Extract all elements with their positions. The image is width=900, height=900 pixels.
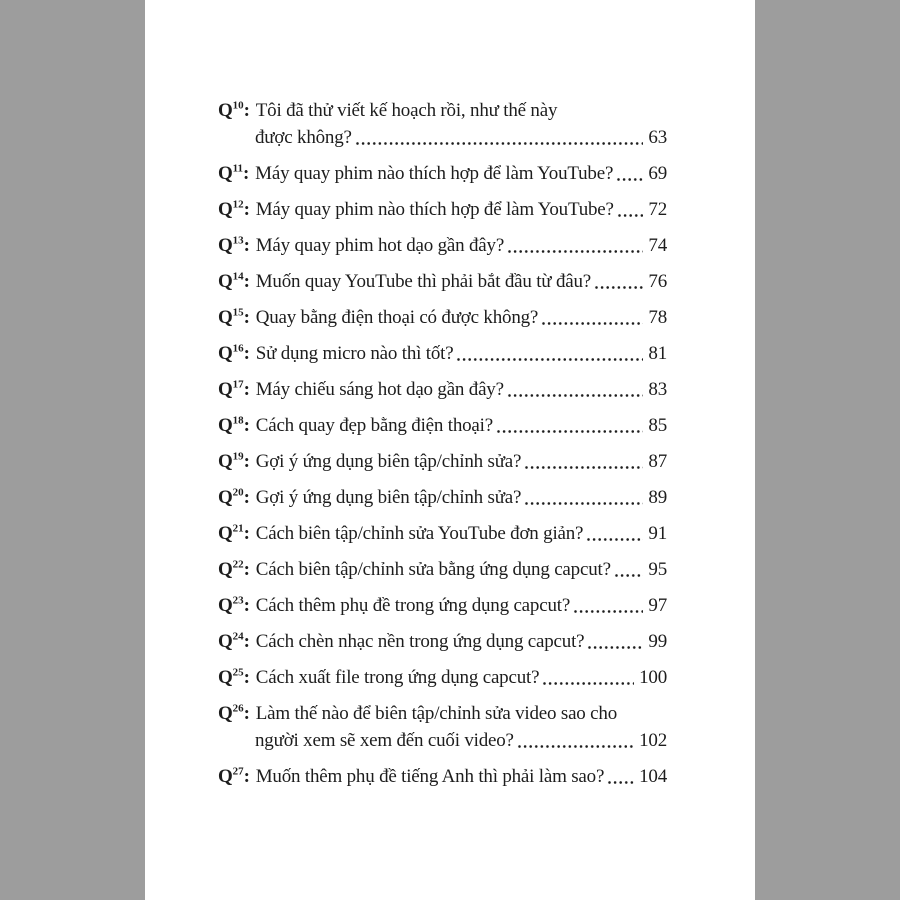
question-label-colon: :	[243, 766, 250, 787]
question-number-superscript: 14	[232, 270, 244, 283]
toc-row	[218, 628, 667, 655]
entry-text: Tôi đã thử viết kế hoạch rồi, như thế này	[255, 100, 558, 121]
question-label-colon: :	[243, 163, 250, 184]
toc-row	[218, 727, 667, 754]
page-number: 100	[639, 667, 667, 688]
question-label-colon: :	[243, 523, 250, 544]
question-number-superscript: 16	[232, 342, 244, 355]
page-number: 69	[648, 163, 667, 184]
entry-text: Quay bằng điện thoại có được không?	[255, 307, 539, 328]
question-label-colon: :	[243, 487, 250, 508]
question-letter: Q	[218, 523, 233, 544]
entry-text: Gợi ý ứng dụng biên tập/chỉnh sửa?	[255, 487, 522, 508]
toc-row	[218, 556, 667, 583]
dot-leader	[616, 160, 643, 187]
book-page	[145, 0, 755, 900]
entry-text: Sử dụng micro nào thì tốt?	[255, 343, 454, 364]
question-letter: Q	[218, 451, 233, 472]
toc-entry	[218, 520, 667, 547]
question-number-superscript: 22	[232, 558, 244, 571]
question-label	[218, 628, 250, 655]
question-number-superscript: 27	[232, 765, 244, 778]
page-number: 76	[648, 271, 667, 292]
question-label	[218, 304, 250, 331]
toc-row	[218, 412, 667, 439]
dot-leader	[594, 268, 643, 295]
dot-leader	[573, 592, 643, 619]
toc-entry	[218, 304, 667, 331]
dot-leader	[524, 448, 643, 475]
entry-text: Gợi ý ứng dụng biên tập/chỉnh sửa?	[255, 451, 522, 472]
toc-entry	[218, 628, 667, 655]
entry-text: Cách biên tập/chỉnh sửa bằng ứng dụng capcut?	[255, 559, 611, 580]
dot-leader	[524, 484, 643, 511]
toc-row	[218, 448, 667, 475]
toc-entry	[218, 556, 667, 583]
page-number: 91	[648, 523, 667, 544]
dot-leader	[456, 340, 643, 367]
entry-text: Cách thêm phụ đề trong ứng dụng capcut?	[255, 595, 571, 616]
toc-row	[218, 124, 667, 151]
question-label-colon: :	[243, 235, 250, 256]
dot-leader	[614, 556, 644, 583]
question-label	[218, 340, 250, 367]
entry-text: người xem sẽ xem đến cuối video?	[255, 730, 514, 751]
toc-entry	[218, 484, 667, 511]
question-number-superscript: 18	[232, 414, 244, 427]
question-letter: Q	[218, 631, 233, 652]
question-number-superscript: 26	[232, 702, 244, 715]
question-letter: Q	[218, 415, 233, 436]
toc-row	[218, 592, 667, 619]
toc-row	[218, 196, 667, 223]
question-letter: Q	[218, 766, 233, 787]
question-label	[218, 763, 250, 790]
entry-text: Máy quay phim nào thích hợp để làm YouTube?	[255, 199, 614, 220]
question-label	[218, 520, 250, 547]
dot-leader	[507, 376, 644, 403]
page-number: 72	[648, 199, 667, 220]
toc-row	[218, 664, 667, 691]
question-label-colon: :	[243, 100, 250, 121]
entry-text: Cách quay đẹp bằng điện thoại?	[255, 415, 493, 436]
question-letter: Q	[218, 667, 233, 688]
entry-text: Máy quay phim nào thích hợp để làm YouTube?	[255, 163, 614, 184]
entry-text: Muốn thêm phụ đề tiếng Anh thì phải làm sao?	[255, 766, 605, 787]
toc-entry	[218, 232, 667, 259]
page-number: 63	[648, 127, 667, 148]
question-letter: Q	[218, 703, 233, 724]
dot-leader	[496, 412, 643, 439]
toc-row	[218, 232, 667, 259]
page-number: 81	[648, 343, 667, 364]
dot-leader	[507, 232, 643, 259]
question-label	[218, 448, 250, 475]
dot-leader	[355, 124, 644, 151]
question-number-superscript: 15	[232, 306, 244, 319]
page-number: 104	[639, 766, 667, 787]
toc-entry	[218, 664, 667, 691]
dot-leader	[542, 664, 634, 691]
question-letter: Q	[218, 487, 233, 508]
question-letter: Q	[218, 163, 233, 184]
question-letter: Q	[218, 595, 233, 616]
question-letter: Q	[218, 235, 233, 256]
toc-entry	[218, 376, 667, 403]
question-label-colon: :	[243, 703, 250, 724]
question-label-colon: :	[243, 199, 250, 220]
entry-text: Cách chèn nhạc nền trong ứng dụng capcut?	[255, 631, 585, 652]
entry-text: được không?	[255, 127, 352, 148]
question-letter: Q	[218, 343, 233, 364]
question-number-superscript: 23	[232, 594, 244, 607]
question-label	[218, 484, 250, 511]
dot-leader	[541, 304, 643, 331]
toc-entry	[218, 412, 667, 439]
question-label-colon: :	[243, 415, 250, 436]
toc-entry	[218, 700, 667, 754]
question-number-superscript: 12	[232, 198, 244, 211]
question-number-superscript: 20	[232, 486, 244, 499]
dot-leader	[617, 196, 644, 223]
dot-leader	[586, 520, 643, 547]
page-number: 74	[648, 235, 667, 256]
question-letter: Q	[218, 559, 233, 580]
question-label-colon: :	[243, 379, 250, 400]
question-label-colon: :	[243, 667, 250, 688]
entry-text: Cách xuất file trong ứng dụng capcut?	[255, 667, 540, 688]
question-label-colon: :	[243, 631, 250, 652]
toc-row	[218, 376, 667, 403]
toc-row	[218, 484, 667, 511]
question-number-superscript: 19	[232, 450, 244, 463]
question-label	[218, 160, 249, 187]
question-number-superscript: 25	[232, 666, 244, 679]
question-label-colon: :	[243, 271, 250, 292]
question-letter: Q	[218, 100, 233, 121]
toc-row	[218, 763, 667, 790]
question-label	[218, 664, 250, 691]
toc-row	[218, 700, 667, 727]
page-number: 87	[648, 451, 667, 472]
question-letter: Q	[218, 307, 233, 328]
toc-entry	[218, 160, 667, 187]
question-number-superscript: 10	[232, 99, 244, 112]
question-label	[218, 232, 250, 259]
question-label-colon: :	[243, 451, 250, 472]
question-label	[218, 268, 250, 295]
dot-leader	[517, 727, 634, 754]
toc-entry	[218, 196, 667, 223]
question-label-colon: :	[243, 307, 250, 328]
question-label	[218, 556, 250, 583]
entry-text: Muốn quay YouTube thì phải bắt đầu từ đâu?	[255, 271, 592, 292]
question-label-colon: :	[243, 343, 250, 364]
entry-text: Máy chiếu sáng hot dạo gần đây?	[255, 379, 504, 400]
toc-entry	[218, 448, 667, 475]
toc-row	[218, 520, 667, 547]
question-letter: Q	[218, 379, 233, 400]
toc-list	[145, 0, 755, 790]
question-letter: Q	[218, 199, 233, 220]
page-number: 83	[648, 379, 667, 400]
page-number: 102	[639, 730, 667, 751]
question-number-superscript: 17	[232, 378, 244, 391]
toc-row	[218, 97, 667, 124]
toc-row	[218, 268, 667, 295]
question-label-colon: :	[243, 559, 250, 580]
toc-entry	[218, 340, 667, 367]
page-number: 97	[648, 595, 667, 616]
question-label	[218, 97, 250, 124]
toc-entry	[218, 268, 667, 295]
page-number: 99	[648, 631, 667, 652]
entry-text: Máy quay phim hot dạo gần đây?	[255, 235, 505, 256]
entry-text: Làm thế nào để biên tập/chỉnh sửa video sao cho	[255, 703, 617, 724]
toc-row	[218, 304, 667, 331]
question-label	[218, 592, 250, 619]
question-number-superscript: 11	[232, 162, 243, 175]
toc-entry	[218, 592, 667, 619]
question-number-superscript: 24	[232, 630, 244, 643]
page-number: 78	[648, 307, 667, 328]
page-number: 95	[648, 559, 667, 580]
page-number: 85	[648, 415, 667, 436]
toc-row	[218, 160, 667, 187]
page-number: 89	[648, 487, 667, 508]
question-number-superscript: 21	[232, 522, 244, 535]
question-label	[218, 700, 250, 727]
question-number-superscript: 13	[232, 234, 244, 247]
entry-text: Cách biên tập/chỉnh sửa YouTube đơn giản?	[255, 523, 584, 544]
question-label	[218, 376, 250, 403]
dot-leader	[607, 763, 634, 790]
question-label-colon: :	[243, 595, 250, 616]
dot-leader	[587, 628, 643, 655]
question-label	[218, 196, 250, 223]
toc-row	[218, 340, 667, 367]
question-letter: Q	[218, 271, 233, 292]
toc-entry	[218, 97, 667, 151]
toc-entry	[218, 763, 667, 790]
question-label	[218, 412, 250, 439]
